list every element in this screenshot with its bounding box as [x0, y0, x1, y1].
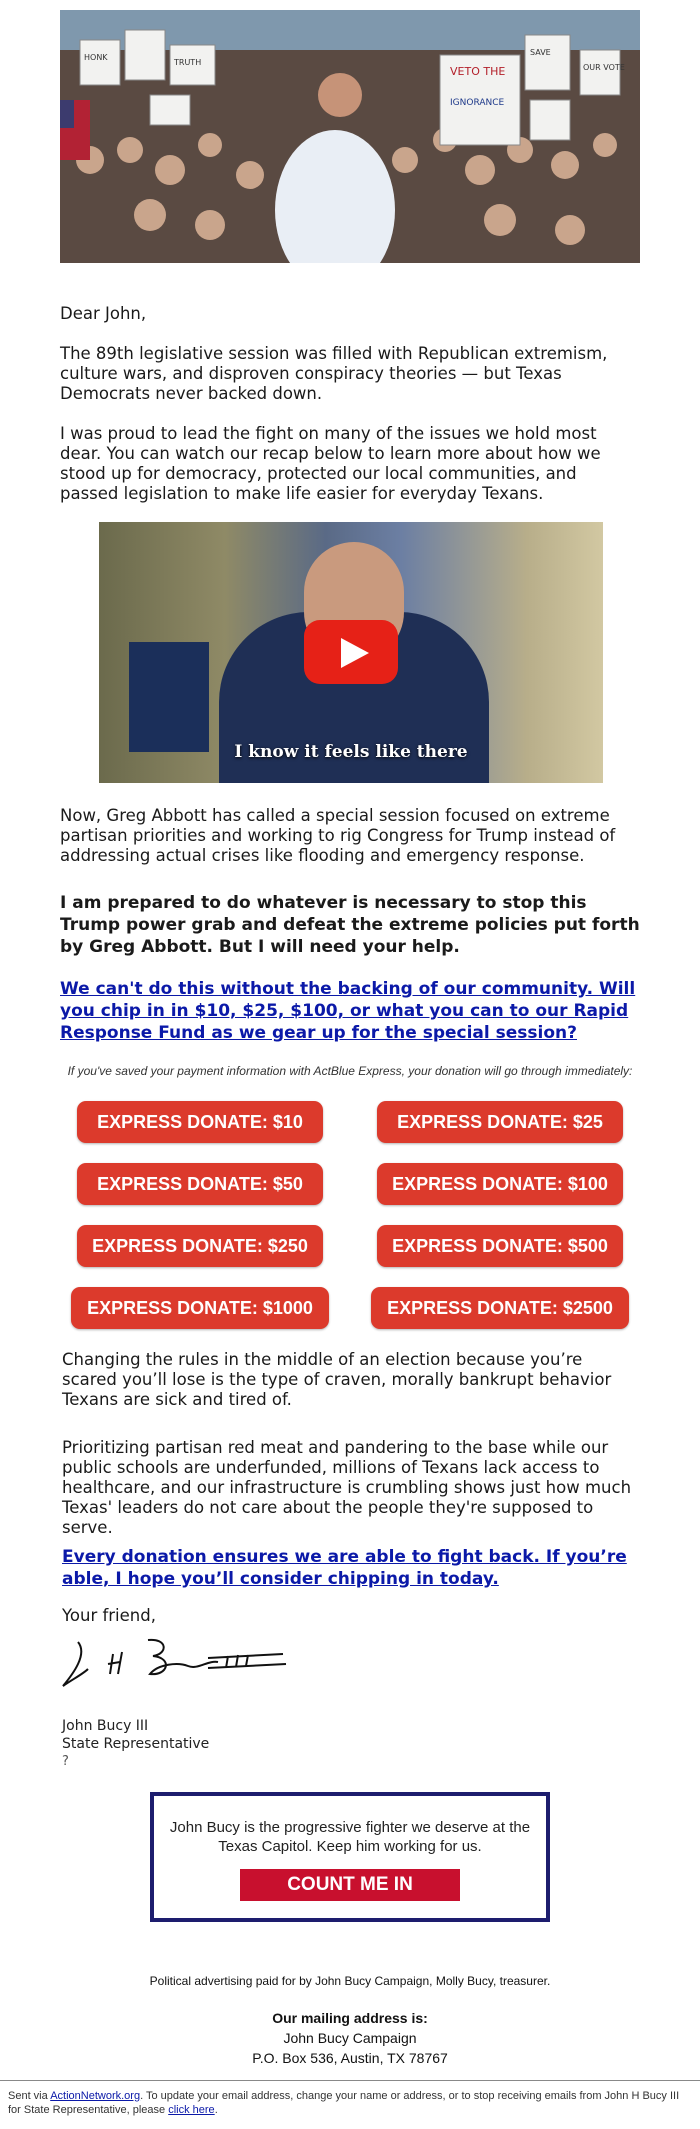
sent-via-suffix: .	[214, 2104, 218, 2116]
signature-name: John Bucy III	[62, 1718, 149, 1734]
rally-illustration	[60, 10, 640, 263]
signature-title: State Representative	[62, 1736, 210, 1752]
hero-sign-text: VETO THE	[450, 65, 506, 78]
express-donate-100-button[interactable]: EXPRESS DONATE: $100	[377, 1163, 623, 1205]
unsubscribe-footer	[0, 2080, 700, 2129]
express-donate-250-button[interactable]: EXPRESS DONATE: $250	[77, 1225, 323, 1267]
paragraph-commitment: I am prepared to do whatever is necessary to stop this Trump power grab and defeat the extreme policies put forth by Greg Abbott. But I will need your help.	[60, 893, 640, 957]
express-donate-500-button[interactable]: EXPRESS DONATE: $500	[377, 1225, 623, 1267]
hero-photo	[60, 10, 640, 263]
cta-box	[150, 1792, 550, 1922]
express-donate-2500-button[interactable]: EXPRESS DONATE: $2500	[371, 1287, 629, 1329]
unsubscribe-text	[8, 2089, 692, 2117]
hero-sign-text: IGNORANCE	[450, 98, 505, 108]
express-donate-50-button[interactable]: EXPRESS DONATE: $50	[77, 1163, 323, 1205]
hero-sign-text: SAVE	[530, 48, 551, 57]
unsubscribe-click-here-link[interactable]: click here	[168, 2104, 215, 2116]
signoff: Your friend,	[62, 1606, 156, 1625]
express-donate-25-button[interactable]: EXPRESS DONATE: $25	[377, 1101, 623, 1143]
express-donate-10-button[interactable]: EXPRESS DONATE: $10	[77, 1101, 323, 1143]
mailing-heading: Our mailing address is:	[272, 2010, 428, 2026]
flag-case	[129, 642, 209, 752]
hero-sign-text: OUR VOTE	[583, 63, 625, 72]
greeting: Dear John,	[60, 304, 147, 323]
donation-fight-link[interactable]: Every donation ensures we are able to fight back. If you’re able, I hope you’ll consider chipping in today.	[62, 1547, 627, 1589]
paragraph-rules: Changing the rules in the middle of an election because you’re scared you’ll lose is the type of craven, morally bankrupt behavior Texans are sick and tired of.	[62, 1350, 612, 1409]
mailing-org: John Bucy Campaign	[283, 2030, 417, 2046]
count-me-in-button[interactable]: COUNT ME IN	[240, 1869, 460, 1901]
play-button-icon[interactable]	[304, 620, 398, 684]
cta-text: John Bucy is the progressive fighter we deserve at the Texas Capitol. Keep him working for us.	[169, 1819, 531, 1855]
actionnetwork-link[interactable]: ActionNetwork.org	[50, 2090, 141, 2102]
hero-sign-text: TRUTH	[174, 58, 202, 67]
paragraph-priorities: Prioritizing partisan red meat and pandering to the base while our public schools are underfunded, millions of Texans lack access to healthcare, and our infrastructure is crumbling shows just how much Texas' leaders do not care about the people they're supposed to serve.	[62, 1438, 632, 1537]
sent-via-prefix: Sent via	[8, 2090, 51, 2102]
video-caption: I know it feels like there	[234, 742, 468, 762]
signature-mark: ?	[62, 1754, 69, 1769]
paid-for-disclaimer: Political advertising paid for by John Bucy Campaign, Molly Bucy, treasurer.	[149, 1974, 551, 1988]
paragraph-special-session: Now, Greg Abbott has called a special session focused on extreme partisan priorities and working to rig Congress for Trump instead of addressing actual crises like flooding and emergency response.	[60, 806, 616, 865]
hero-sign-text: HONK	[84, 53, 108, 62]
paragraph-intro: The 89th legislative session was filled with Republican extremism, culture wars, and disproven conspiracy theories — but Texas Democrats never backed down.	[60, 344, 608, 403]
paragraph-recap: I was proud to lead the fight on many of the issues we hold most dear. You can watch our recap below to learn more about how we stood up for democracy, protected our local communities, and passed legislation to make life easier for everyday Texans.	[60, 424, 601, 503]
video-thumbnail[interactable]	[99, 522, 603, 783]
actblue-note: If you've saved your payment information with ActBlue Express, your donation will go through immediately:	[67, 1064, 633, 1078]
donation-ask-link[interactable]: We can't do this without the backing of our community. Will you chip in in $10, $25, $100, or what you can to our Rapid Response Fund as we gear up for the special session?	[60, 979, 636, 1043]
express-donate-1000-button[interactable]: EXPRESS DONATE: $1000	[71, 1287, 329, 1329]
mailing-address: P.O. Box 536, Austin, TX 78767	[252, 2050, 448, 2066]
sent-via-middle: . To update your email address, change your name or address, or to stop receiving emails from John H Bucy III for State Representative, please	[8, 2090, 680, 2116]
signature-image	[58, 1634, 288, 1694]
